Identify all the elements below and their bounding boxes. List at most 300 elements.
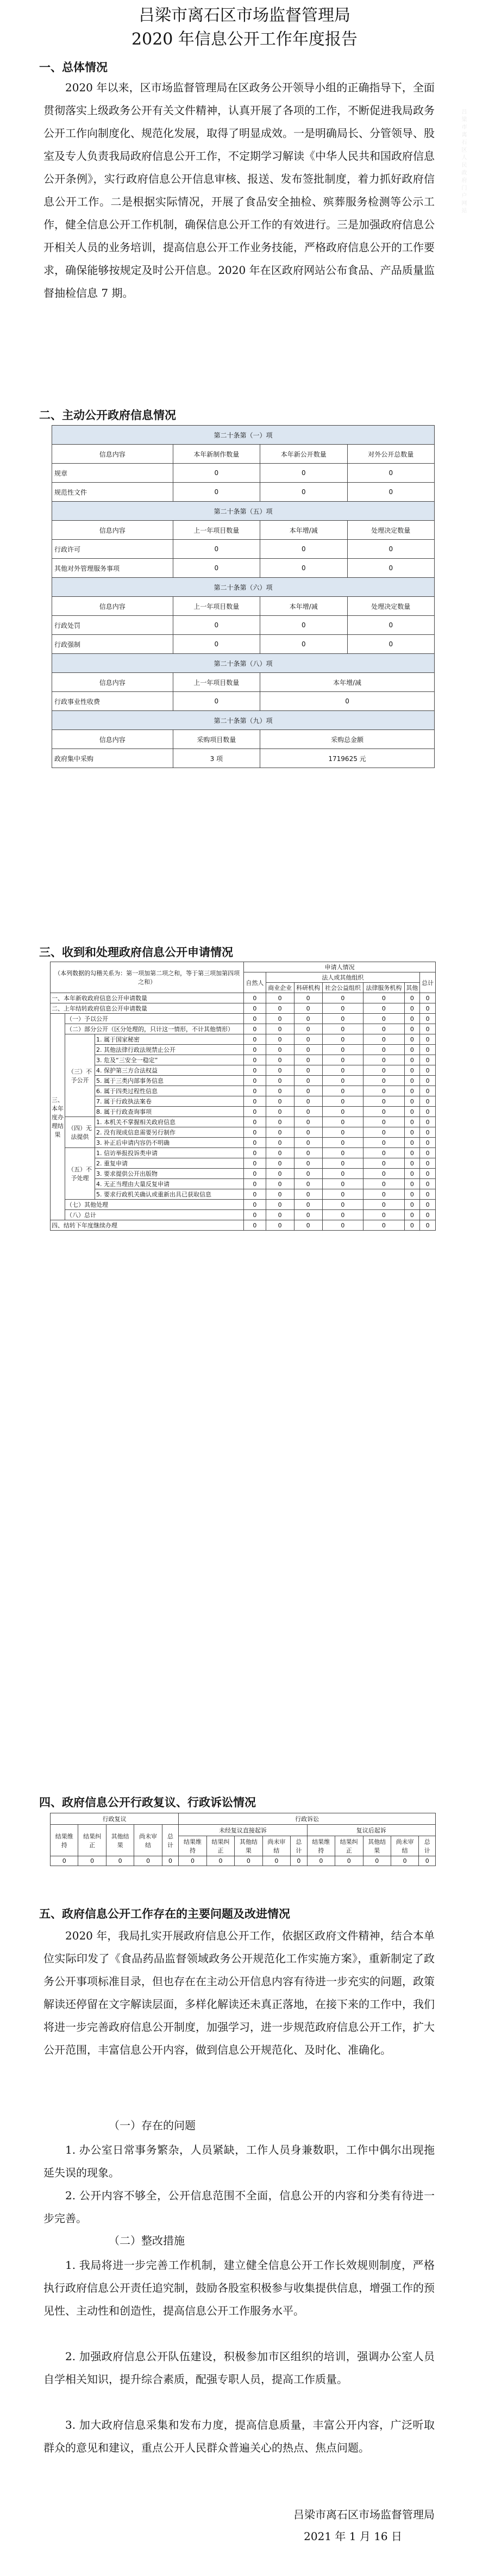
table-row [51,1169,436,1179]
table-cell: 0 [363,1014,404,1024]
col-header: 采购总金额 [260,730,435,749]
table-cell: 0 [266,1127,294,1138]
table-cell: 0 [294,1169,322,1179]
table-cell: 0 [173,540,260,559]
table-cell: 0 [294,1034,322,1045]
review-col-header: 尚未审结 [134,1825,162,1856]
table-cell: 0 [404,1138,420,1148]
table-cell: 0 [266,1107,294,1117]
table-cell: 0 [266,1117,294,1127]
table-cell: 0 [363,1055,404,1065]
legal-col-header: 科研机构 [294,983,322,993]
table-cell: 0 [266,1065,294,1076]
band-item5: 第二十条第（五）项 [52,502,435,521]
table-cell: 0 [335,1856,363,1866]
table-cell: 0 [322,993,363,1003]
table-cell: 0 [244,1024,266,1034]
table-cell: 0 [266,1189,294,1200]
table-cell: 0 [134,1856,162,1866]
legal-entity-header: 法人或其他组织 [266,972,420,983]
problem-2: 2. 公开内容不够全，公开信息范围不全面，信息公开的内容和分类有待进一步完善。 [43,2189,435,2225]
footer-date: 2021 年 1 月 16 日 [304,2530,402,2543]
col-header: 信息内容 [52,597,173,616]
table-cell: 0 [244,1148,266,1158]
table-cell: 0 [322,1055,363,1065]
table-cell: 0 [420,1076,436,1086]
direct-suit-header: 未经复议直接起诉 [179,1825,307,1836]
table-row [51,1024,436,1034]
table-cell: 规范性文件 [52,483,173,502]
table-cell: 0 [404,1127,420,1138]
table-cell: 其他对外管理服务事项 [52,559,173,578]
table-cell: 行政事业性收费 [52,692,173,711]
table-cell: 0 [347,540,434,559]
table-cell: 0 [363,1138,404,1148]
table-row [51,1189,436,1200]
table-cell: 0 [420,1117,436,1127]
table-cell: 0 [294,1158,322,1169]
table-cell: 0 [363,1034,404,1045]
table-cell: 0 [244,1045,266,1055]
table-cell: 0 [404,1189,420,1200]
band-item9: 第二十条第（九）项 [52,711,435,730]
table-cell: 0 [266,1024,294,1034]
table-cell: 0 [294,1024,322,1034]
footer-org: 吕梁市离石区市场监督管理局 [293,2508,435,2521]
litigation-col-header: 其他结果 [363,1836,391,1856]
table-cell: 0 [363,1210,404,1220]
active-disclosure-table [52,425,435,768]
table-cell: 0 [294,1065,322,1076]
table-row [51,1045,436,1055]
row-label: 5. 属于三类内部事务信息 [95,1076,244,1086]
row-label: 3. 危及“三安全一稳定” [95,1055,244,1065]
table-cell: 0 [363,1169,404,1179]
row-label: 3. 补正后申请内容仍不明确 [95,1138,244,1148]
table-row [51,1117,436,1127]
table-cell: 0 [294,1096,322,1107]
table-cell: 0 [363,1065,404,1076]
table-cell: 0 [322,1107,363,1117]
table-cell: 0 [266,1055,294,1065]
row-label: 四、结转下年度继续办理 [51,1220,244,1231]
col-header: 上一年项目数量 [173,597,260,616]
table-cell: 0 [363,1856,391,1866]
table-cell: 0 [244,1179,266,1189]
litigation-col-header: 结果纠正 [206,1836,234,1856]
table-cell: 0 [322,1138,363,1148]
table-row [51,1148,436,1158]
legal-col-header: 法律服务机构 [363,983,404,993]
table-cell: 0 [404,1117,420,1127]
table-cell: 0 [363,993,404,1003]
table-cell: 0 [420,1220,436,1231]
table-cell: 0 [244,1127,266,1138]
table-row [51,1179,436,1189]
review-col-header: 其他结果 [106,1825,134,1856]
table-cell: 0 [260,635,347,654]
table-cell: 0 [363,1107,404,1117]
table-cell: 0 [173,483,260,502]
table-cell: 0 [322,1127,363,1138]
table-cell: 0 [420,1158,436,1169]
table-cell: 0 [363,1024,404,1034]
table-cell: 0 [404,1210,420,1220]
table-cell: 0 [347,559,434,578]
review-header: 行政复议 [51,1813,179,1825]
table-cell: 0 [420,1065,436,1076]
table-cell: 0 [294,1138,322,1148]
row-label: 2. 其他法律行政法规禁止公开 [95,1045,244,1055]
section3-heading: 三、收到和处理政府信息公开申请情况 [39,946,233,959]
table-row [51,1107,436,1117]
table-cell: 0 [420,1148,436,1158]
table-row [51,1086,436,1096]
natural-person-header: 自然人 [244,972,266,993]
litigation-col-header: 总计 [419,1836,436,1856]
measure-1: 1. 我局将进一步完善工作机制，建立健全信息公开工作长效规则制度，严格执行政府信息公开责任追究制，鼓励各股室积极参与收集提供信息，增强工作的预见性、主动性和创造性，提高信息公开工作服务水平。 [43,2259,435,2317]
table-cell: 0 [322,1086,363,1096]
table-cell: 0 [322,1034,363,1045]
table-row [51,1096,436,1107]
table-cell: 0 [294,1076,322,1086]
row-label: （八）总计 [65,1210,244,1220]
table-cell: 0 [404,1065,420,1076]
table-cell: 0 [244,1169,266,1179]
table-cell: 0 [244,1189,266,1200]
table-cell: 政府集中采购 [52,749,173,768]
after-review-suit-header: 复议后起诉 [307,1825,435,1836]
table-cell: 3 项 [173,749,260,768]
col-header: 对外公开总数量 [347,445,434,464]
row-label: 8. 属于行政查询事项 [95,1107,244,1117]
table-cell: 0 [244,1086,266,1096]
table-cell: 0 [322,1158,363,1169]
corner-note: （本列数据的勾稽关系为：第一项加第二项之和，等于第三项加第四项之和） [51,962,244,993]
table-cell: 0 [363,1076,404,1086]
table-cell: 0 [322,1014,363,1024]
table-cell: 0 [420,1210,436,1220]
table-cell: 0 [322,1169,363,1179]
legal-col-header: 商业企业 [266,983,294,993]
table-cell: 0 [266,1169,294,1179]
subgroup-label: （四）无法提供 [65,1117,95,1148]
row-label: 4. 保护第三方合法权益 [95,1065,244,1076]
table-cell: 0 [244,1096,266,1107]
table-row [51,1014,436,1024]
legal-col-header: 其他 [404,983,420,993]
row-label: （二）部分公开（区分处理的，只计这一情形，不计其他情形） [65,1024,244,1034]
row-label: 4. 无正当理由大量反复申请 [95,1179,244,1189]
table-row [51,1200,436,1210]
problem-1: 1. 办公室日常事务繁杂，人员紧缺，工作人员身兼数职，工作中偶尔出现拖延失误的现象。 [43,2143,435,2179]
table-cell: 规章 [52,464,173,483]
table-cell: 0 [363,1003,404,1014]
table-cell: 0 [266,1014,294,1024]
table-cell: 0 [294,1045,322,1055]
table-cell: 0 [363,1045,404,1055]
table-cell: 0 [294,1014,322,1024]
table-cell: 0 [244,1003,266,1014]
col-header: 上一年项目数量 [173,673,260,692]
table-cell: 0 [322,1148,363,1158]
table-cell: 0 [322,1200,363,1210]
table-cell: 0 [260,559,347,578]
table-cell: 0 [322,1003,363,1014]
table-cell: 0 [173,692,260,711]
table-cell: 0 [294,1220,322,1231]
table-cell: 0 [266,1096,294,1107]
subgroup-label: （三）不予公开 [65,1034,95,1117]
table-cell: 0 [420,1034,436,1045]
table-cell: 0 [244,1138,266,1148]
table-cell: 0 [363,1117,404,1127]
table-row [51,1055,436,1065]
table-cell: 行政处罚 [52,616,173,635]
table-cell: 0 [363,1127,404,1138]
table-cell: 行政强制 [52,635,173,654]
table-cell: 0 [322,1096,363,1107]
table-cell: 0 [266,1045,294,1055]
col-header: 本年增/减 [260,521,347,540]
table-cell: 0 [420,1024,436,1034]
table-cell: 0 [294,1189,322,1200]
table-cell: 0 [420,1086,436,1096]
table-cell: 0 [347,616,434,635]
problems-subheading: （一）存在的问题 [109,2119,196,2132]
table-cell: 0 [294,1148,322,1158]
table-cell: 0 [244,1034,266,1045]
table-cell: 0 [363,1158,404,1169]
table-cell: 0 [266,993,294,1003]
table-cell: 0 [294,1127,322,1138]
table-cell: 0 [260,464,347,483]
table-cell: 0 [404,1045,420,1055]
band-item6: 第二十条第（六）项 [52,578,435,597]
litigation-col-header: 结果维持 [179,1836,206,1856]
table-cell: 0 [294,993,322,1003]
table-cell: 0 [244,1055,266,1065]
table-cell: 0 [404,1179,420,1189]
table-cell: 0 [420,1055,436,1065]
table-cell: 0 [347,635,434,654]
table-cell: 0 [347,464,434,483]
litigation-header: 行政诉讼 [179,1813,436,1825]
table-cell: 0 [266,1003,294,1014]
table-cell: 0 [173,464,260,483]
table-cell: 0 [266,1138,294,1148]
table-cell: 0 [162,1856,178,1866]
table-cell: 0 [260,540,347,559]
table-cell: 0 [404,1014,420,1024]
table-cell: 0 [173,616,260,635]
col-header: 上一年项目数量 [173,521,260,540]
row-label: 7. 属于行政执法案卷 [95,1096,244,1107]
table-cell: 0 [404,1003,420,1014]
table-cell: 0 [322,1189,363,1200]
table-cell: 0 [260,483,347,502]
report-title-line1: 吕梁市离石区市场监督管理局 [139,6,350,25]
table-cell: 0 [420,1179,436,1189]
section2-heading: 二、主动公开政府信息情况 [39,409,176,422]
table-cell: 0 [363,1179,404,1189]
table-cell: 行政许可 [52,540,173,559]
col-header: 采购项目数量 [173,730,260,749]
table-cell: 0 [266,1158,294,1169]
table-cell: 0 [294,1179,322,1189]
table-cell: 0 [244,1117,266,1127]
table-cell: 0 [404,1096,420,1107]
table-row [51,1127,436,1138]
table-cell: 0 [420,1045,436,1055]
table-cell: 0 [322,1076,363,1086]
review-col-header: 结果维持 [51,1825,78,1856]
litigation-col-header: 总计 [291,1836,307,1856]
table-cell: 0 [294,1107,322,1117]
table-cell: 0 [179,1856,206,1866]
section1-heading: 一、总体情况 [39,61,108,74]
table-cell: 0 [363,1189,404,1200]
table-cell: 0 [78,1856,106,1866]
col-header: 信息内容 [52,521,173,540]
table-cell: 0 [420,1189,436,1200]
section4-heading: 四、政府信息公开行政复议、行政诉讼情况 [39,1796,256,1809]
table-cell: 0 [420,1138,436,1148]
table-cell: 0 [307,1856,335,1866]
table-row [51,1138,436,1148]
table-cell: 0 [363,1200,404,1210]
table-cell: 0 [266,1210,294,1220]
table-cell: 0 [244,1065,266,1076]
table-cell: 0 [106,1856,134,1866]
table-cell: 0 [419,1856,436,1866]
table-cell: 0 [404,1169,420,1179]
table-cell: 0 [420,1169,436,1179]
table-cell: 0 [244,1014,266,1024]
row-label: 6. 属于四类过程性信息 [95,1086,244,1096]
litigation-col-header: 尚未审结 [391,1836,418,1856]
table-cell: 0 [363,1096,404,1107]
table-cell: 0 [404,1107,420,1117]
review-col-header: 结果纠正 [78,1825,106,1856]
table-cell: 0 [322,1210,363,1220]
table-row [51,1210,436,1220]
table-cell: 0 [266,1179,294,1189]
row-label: 1. 本机关不掌握相关政府信息 [95,1117,244,1127]
band-item1: 第二十条第（一）项 [52,426,435,445]
applicant-header: 申请人情况 [244,962,436,972]
table-cell: 0 [322,1065,363,1076]
row-label: 二、上年结转政府信息公开申请数量 [51,1003,244,1014]
table-cell: 0 [404,1086,420,1096]
table-cell: 0 [404,1148,420,1158]
table-cell: 0 [244,1220,266,1231]
table-cell: 0 [173,635,260,654]
section5-heading: 五、政府信息公开工作存在的主要问题及改进情况 [39,1907,290,1920]
measure-2: 2. 加强政府信息公开队伍建设，积极参加市区组织的培训，强调办公室人员自学相关知识，提升综合素质，配强专职人员，提高工作质量。 [43,2350,435,2386]
table-cell: 0 [262,1856,290,1866]
table-cell: 0 [322,1117,363,1127]
table-cell: 0 [266,1220,294,1231]
table-row [51,1034,436,1045]
table-cell: 0 [294,1055,322,1065]
row-label: （一）予以公开 [65,1014,244,1024]
table-cell: 0 [260,616,347,635]
table-cell: 0 [420,1096,436,1107]
table-cell: 0 [266,1086,294,1096]
col-header: 本年新制作数量 [173,445,260,464]
row-label: 一、本年新收政府信息公开申请数量 [51,993,244,1003]
table-cell: 0 [322,1179,363,1189]
litigation-col-header: 结果纠正 [335,1836,363,1856]
table-cell: 0 [266,1034,294,1045]
row-label: 2. 没有现成信息需要另行制作 [95,1127,244,1138]
section5-paragraph: 2020 年，我局扎实开展政府信息公开工作，依据区政府文件精神，结合本单位实际印发了《食品药品监督领域政务公开规范化工作实施方案》，重新制定了政务公开事项标准目录，但也存在在主动公开信息内容有待进一步充实的问题，政策解读还停留在文字解读层面，多样化解读还未真正落地，在接下来的工作中，我们将进一步完善政府信息公开制度，加强学习，进一步规范政府信息公开工作，扩大公开范围，丰富信息公开内容，做到信息公开规范化、及时化、准确化。 [43,1929,435,2056]
report-title-line2: 2020 年信息公开工作年度报告 [131,30,358,49]
row-label: 1. 信访举报投诉类申请 [95,1148,244,1158]
table-cell: 0 [244,993,266,1003]
review-litigation-table [50,1813,436,1866]
table-cell: 0 [363,1148,404,1158]
table-cell: 0 [235,1856,262,1866]
table-cell: 0 [322,1045,363,1055]
table-cell: 0 [420,1107,436,1117]
table-cell: 0 [404,1034,420,1045]
table-cell: 0 [244,1200,266,1210]
col-header: 本年增/减 [260,673,435,692]
table-cell: 0 [404,1024,420,1034]
table-row [51,1220,436,1231]
result-group-label: 三、本年度办理结果 [51,1014,65,1220]
table-cell: 0 [420,1127,436,1138]
col-header: 本年增/减 [260,597,347,616]
table-cell: 1719625 元 [260,749,435,768]
litigation-col-header: 其他结果 [235,1836,262,1856]
table-cell: 0 [420,1200,436,1210]
measures-subheading: （二）整改措施 [109,2234,185,2247]
row-label: 3. 要求提供公开出版物 [95,1169,244,1179]
watermark-text: 吕梁市离石区人民政府门户网站 [460,109,466,215]
table-row [51,1003,436,1014]
table-cell: 0 [260,692,435,711]
table-cell: 0 [404,1055,420,1065]
table-cell: 0 [173,559,260,578]
row-label: 5. 要求行政机关确认或重新出具已获取信息 [95,1189,244,1200]
litigation-col-header: 结果维持 [307,1836,335,1856]
table-row [51,1065,436,1076]
table-cell: 0 [404,993,420,1003]
table-cell: 0 [347,483,434,502]
table-row [51,1158,436,1169]
table-row [51,1076,436,1086]
table-cell: 0 [244,1076,266,1086]
total-header: 总计 [420,972,436,993]
table-cell: 0 [294,1117,322,1127]
table-cell: 0 [363,1086,404,1096]
table-cell: 0 [206,1856,234,1866]
review-col-header: 总计 [162,1825,178,1856]
table-cell: 0 [244,1158,266,1169]
measure-3: 3. 加大政府信息采集和发布力度，提高信息质量，丰富公开内容，广泛听取群众的意见和建议，重点公开人民群众普遍关心的热点、焦点问题。 [43,2418,435,2454]
col-header: 信息内容 [52,673,173,692]
table-cell: 0 [51,1856,78,1866]
table-cell: 0 [322,1220,363,1231]
application-table [50,962,436,1231]
table-cell: 0 [404,1076,420,1086]
col-header: 信息内容 [52,445,173,464]
col-header: 处理决定数量 [347,597,434,616]
table-cell: 0 [294,1086,322,1096]
